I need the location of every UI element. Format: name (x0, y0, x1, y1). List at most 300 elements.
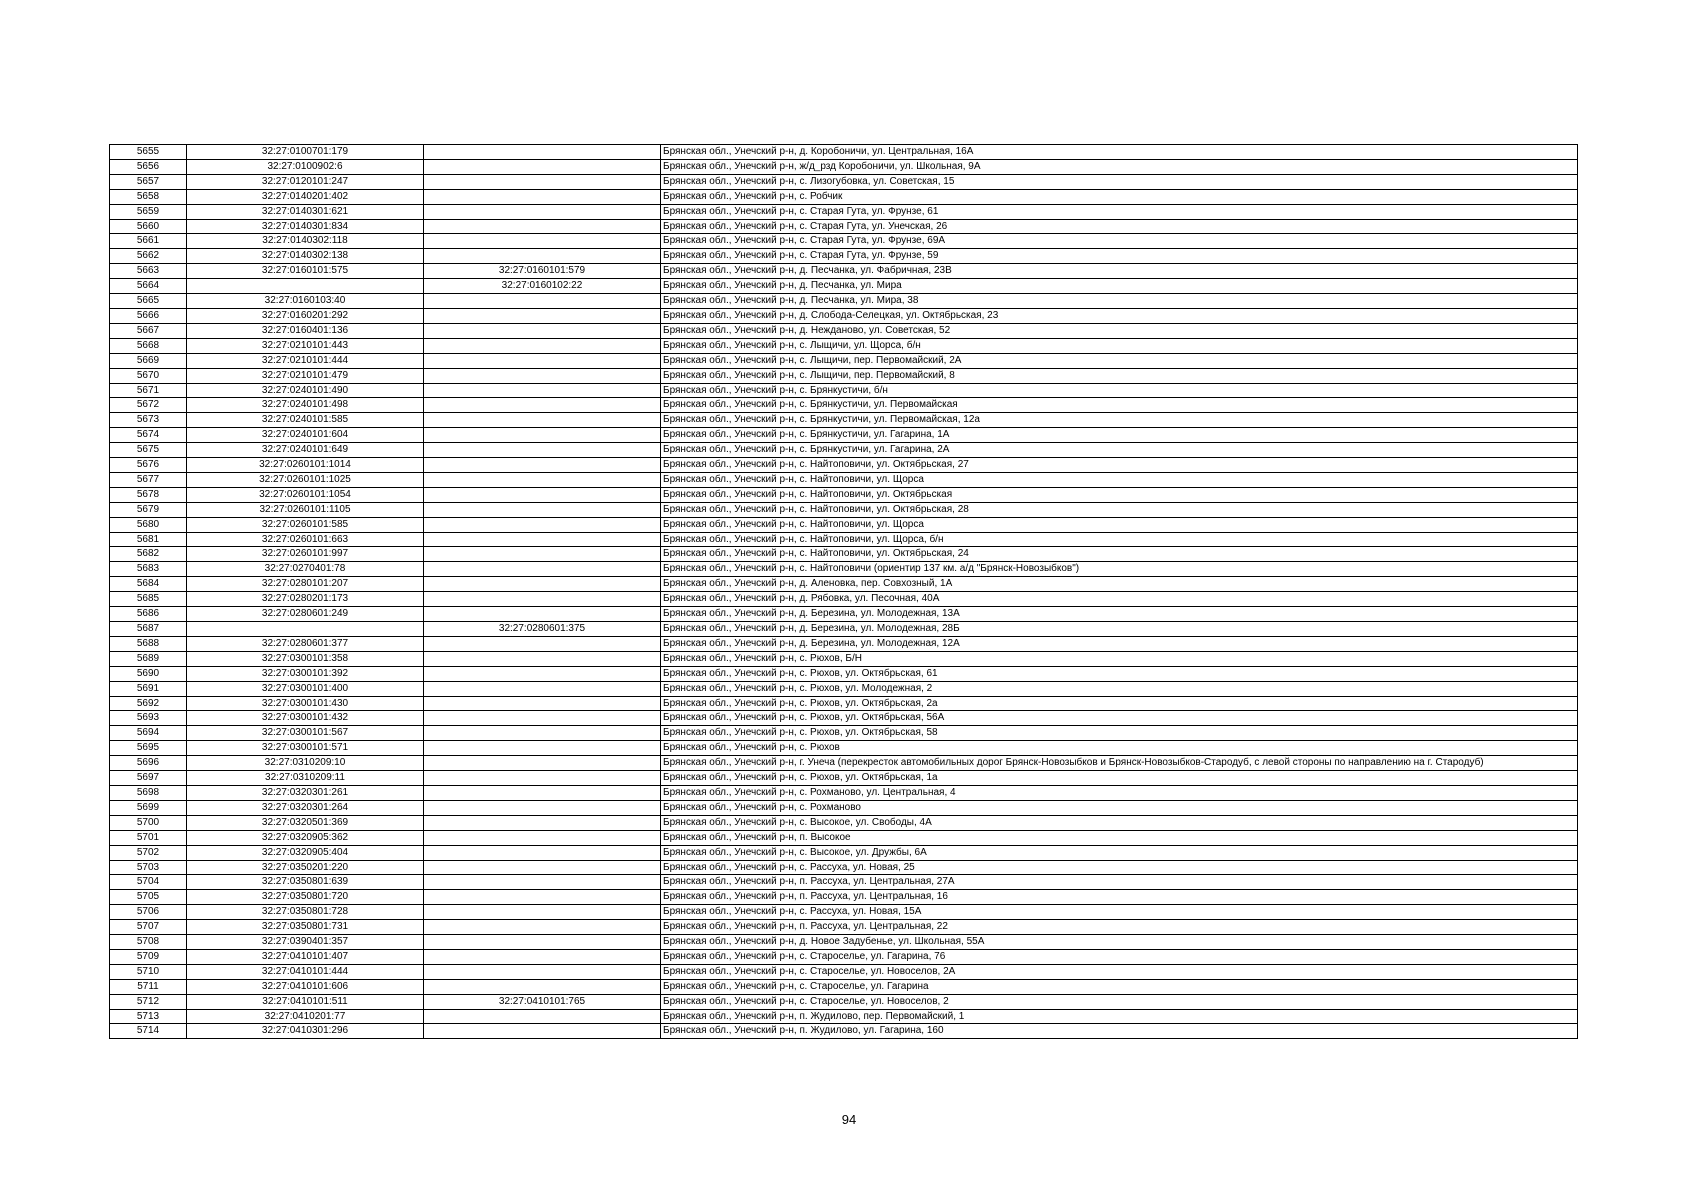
row-number-cell: 5675 (110, 443, 187, 458)
cadastral-number-cell: 32:27:0410101:511 (187, 994, 424, 1009)
address-cell: Брянская обл., Унечский р-н, п. Рассуха, ул. Центральная, 16 (661, 890, 1578, 905)
row-number-cell: 5683 (110, 562, 187, 577)
row-number-cell: 5703 (110, 860, 187, 875)
table-row (110, 681, 1578, 696)
related-cadastral-number-cell (424, 771, 661, 786)
table-row (110, 1024, 1578, 1039)
table-row (110, 264, 1578, 279)
table-row (110, 636, 1578, 651)
table-row (110, 666, 1578, 681)
row-number-cell: 5685 (110, 592, 187, 607)
table-row (110, 845, 1578, 860)
table-row (110, 308, 1578, 323)
related-cadastral-number-cell: 32:27:0280601:375 (424, 622, 661, 637)
address-cell: Брянская обл., Унечский р-н, с. Староселье, ул. Гагарина, 76 (661, 949, 1578, 964)
address-cell: Брянская обл., Унечский р-н, с. Лыщичи, пер. Первомайский, 2А (661, 353, 1578, 368)
address-cell: Брянская обл., Унечский р-н, с. Лыщичи, ул. Щорса, б/н (661, 338, 1578, 353)
address-cell: Брянская обл., Унечский р-н, с. Робчик (661, 189, 1578, 204)
address-cell: Брянская обл., Унечский р-н, с. Старая Гута, ул. Фрунзе, 59 (661, 249, 1578, 264)
table-row (110, 458, 1578, 473)
address-cell: Брянская обл., Унечский р-н, с. Брянкустичи, ул. Первомайская, 12а (661, 413, 1578, 428)
table-row (110, 368, 1578, 383)
address-cell: Брянская обл., Унечский р-н, с. Брянкустичи, ул. Гагарина, 1А (661, 428, 1578, 443)
table-row (110, 994, 1578, 1009)
address-cell: Брянская обл., Унечский р-н, с. Найтоповичи, ул. Октябрьская, 27 (661, 458, 1578, 473)
address-cell: Брянская обл., Унечский р-н, п. Рассуха, ул. Центральная, 22 (661, 920, 1578, 935)
row-number-cell: 5666 (110, 308, 187, 323)
cadastral-number-cell: 32:27:0350801:728 (187, 905, 424, 920)
address-cell: Брянская обл., Унечский р-н, д. Березина, ул. Молодежная, 28Б (661, 622, 1578, 637)
related-cadastral-number-cell (424, 726, 661, 741)
cadastral-number-cell: 32:27:0120101:247 (187, 174, 424, 189)
related-cadastral-number-cell (424, 383, 661, 398)
related-cadastral-number-cell (424, 636, 661, 651)
row-number-cell: 5695 (110, 741, 187, 756)
row-number-cell: 5707 (110, 920, 187, 935)
related-cadastral-number-cell (424, 547, 661, 562)
related-cadastral-number-cell (424, 756, 661, 771)
table-row (110, 353, 1578, 368)
address-cell: Брянская обл., Унечский р-н, с. Найтоповичи, ул. Октябрьская, 28 (661, 502, 1578, 517)
related-cadastral-number-cell (424, 607, 661, 622)
related-cadastral-number-cell (424, 711, 661, 726)
cadastral-number-cell: 32:27:0300101:430 (187, 696, 424, 711)
table-row (110, 860, 1578, 875)
related-cadastral-number-cell (424, 174, 661, 189)
row-number-cell: 5711 (110, 979, 187, 994)
cadastral-number-cell: 32:27:0320301:264 (187, 800, 424, 815)
table-row (110, 875, 1578, 890)
address-cell: Брянская обл., Унечский р-н, д. Песчанка, ул. Мира, 38 (661, 294, 1578, 309)
related-cadastral-number-cell (424, 785, 661, 800)
address-cell: Брянская обл., Унечский р-н, с. Найтоповичи, ул. Октябрьская, 24 (661, 547, 1578, 562)
row-number-cell: 5656 (110, 159, 187, 174)
cadastral-number-cell: 32:27:0310209:11 (187, 771, 424, 786)
cadastral-number-cell: 32:27:0410301:296 (187, 1024, 424, 1039)
address-cell: Брянская обл., Унечский р-н, с. Старая Гута, ул. Фрунзе, 69А (661, 234, 1578, 249)
row-number-cell: 5692 (110, 696, 187, 711)
related-cadastral-number-cell (424, 443, 661, 458)
related-cadastral-number-cell (424, 308, 661, 323)
row-number-cell: 5673 (110, 413, 187, 428)
cadastral-number-cell: 32:27:0410201:77 (187, 1009, 424, 1024)
address-cell: Брянская обл., Унечский р-н, д. Березина, ул. Молодежная, 12А (661, 636, 1578, 651)
related-cadastral-number-cell (424, 487, 661, 502)
cadastral-number-cell: 32:27:0210101:444 (187, 353, 424, 368)
related-cadastral-number-cell (424, 860, 661, 875)
related-cadastral-number-cell (424, 815, 661, 830)
cadastral-number-cell: 32:27:0410101:444 (187, 964, 424, 979)
cadastral-number-cell: 32:27:0260101:585 (187, 517, 424, 532)
row-number-cell: 5697 (110, 771, 187, 786)
row-number-cell: 5689 (110, 651, 187, 666)
related-cadastral-number-cell (424, 681, 661, 696)
row-number-cell: 5668 (110, 338, 187, 353)
table-row (110, 562, 1578, 577)
related-cadastral-number-cell (424, 741, 661, 756)
related-cadastral-number-cell (424, 577, 661, 592)
cadastral-number-cell: 32:27:0140201:402 (187, 189, 424, 204)
cadastral-number-cell: 32:27:0350801:731 (187, 920, 424, 935)
table-row (110, 964, 1578, 979)
row-number-cell: 5696 (110, 756, 187, 771)
row-number-cell: 5660 (110, 219, 187, 234)
table-row (110, 517, 1578, 532)
related-cadastral-number-cell (424, 890, 661, 905)
related-cadastral-number-cell (424, 145, 661, 160)
cadastral-number-cell: 32:27:0410101:606 (187, 979, 424, 994)
cadastral-number-cell: 32:27:0160101:575 (187, 264, 424, 279)
cadastral-number-cell: 32:27:0350801:639 (187, 875, 424, 890)
row-number-cell: 5701 (110, 830, 187, 845)
row-number-cell: 5659 (110, 204, 187, 219)
address-cell: Брянская обл., Унечский р-н, с. Брянкустичи, ул. Первомайская (661, 398, 1578, 413)
related-cadastral-number-cell (424, 338, 661, 353)
cadastral-number-cell: 32:27:0260101:997 (187, 547, 424, 562)
related-cadastral-number-cell (424, 249, 661, 264)
row-number-cell: 5665 (110, 294, 187, 309)
table-row (110, 622, 1578, 637)
records-table-body (110, 145, 1578, 1039)
address-cell: Брянская обл., Унечский р-н, с. Староселье, ул. Гагарина (661, 979, 1578, 994)
row-number-cell: 5714 (110, 1024, 187, 1039)
cadastral-number-cell: 32:27:0210101:443 (187, 338, 424, 353)
row-number-cell: 5686 (110, 607, 187, 622)
related-cadastral-number-cell (424, 234, 661, 249)
table-row (110, 472, 1578, 487)
related-cadastral-number-cell (424, 979, 661, 994)
related-cadastral-number-cell (424, 964, 661, 979)
table-row (110, 547, 1578, 562)
row-number-cell: 5708 (110, 935, 187, 950)
row-number-cell: 5674 (110, 428, 187, 443)
related-cadastral-number-cell (424, 949, 661, 964)
cadastral-number-cell: 32:27:0300101:571 (187, 741, 424, 756)
row-number-cell: 5677 (110, 472, 187, 487)
table-row (110, 726, 1578, 741)
cadastral-number-cell: 32:27:0260101:1105 (187, 502, 424, 517)
table-row (110, 279, 1578, 294)
table-row (110, 398, 1578, 413)
address-cell: Брянская обл., Унечский р-н, с. Брянкустичи, ул. Гагарина, 2А (661, 443, 1578, 458)
cadastral-number-cell: 32:27:0240101:490 (187, 383, 424, 398)
address-cell: Брянская обл., Унечский р-н, с. Рассуха, ул. Новая, 15А (661, 905, 1578, 920)
related-cadastral-number-cell (424, 353, 661, 368)
table-row (110, 189, 1578, 204)
table-row (110, 502, 1578, 517)
cadastral-number-cell: 32:27:0100902:6 (187, 159, 424, 174)
address-cell: Брянская обл., Унечский р-н, с. Староселье, ул. Новоселов, 2А (661, 964, 1578, 979)
row-number-cell: 5693 (110, 711, 187, 726)
related-cadastral-number-cell (424, 398, 661, 413)
cadastral-number-cell: 32:27:0300101:567 (187, 726, 424, 741)
table-row (110, 383, 1578, 398)
table-row (110, 905, 1578, 920)
cadastral-number-cell: 32:27:0320905:362 (187, 830, 424, 845)
address-cell: Брянская обл., Унечский р-н, с. Рюхов, ул. Октябрьская, 56А (661, 711, 1578, 726)
address-cell: Брянская обл., Унечский р-н, д. Коробоничи, ул. Центральная, 16А (661, 145, 1578, 160)
related-cadastral-number-cell (424, 368, 661, 383)
address-cell: Брянская обл., Унечский р-н, с. Рюхов, ул. Октябрьская, 2а (661, 696, 1578, 711)
cadastral-number-cell: 32:27:0300101:392 (187, 666, 424, 681)
related-cadastral-number-cell (424, 1024, 661, 1039)
table-row (110, 771, 1578, 786)
table-row (110, 532, 1578, 547)
table-row (110, 830, 1578, 845)
table-row (110, 323, 1578, 338)
related-cadastral-number-cell (424, 800, 661, 815)
related-cadastral-number-cell (424, 562, 661, 577)
address-cell: Брянская обл., Унечский р-н, с. Высокое, ул. Дружбы, 6А (661, 845, 1578, 860)
table-row (110, 577, 1578, 592)
table-row (110, 741, 1578, 756)
cadastral-number-cell: 32:27:0260101:1014 (187, 458, 424, 473)
address-cell: Брянская обл., Унечский р-н, п. Жудилово, пер. Первомайский, 1 (661, 1009, 1578, 1024)
address-cell: Брянская обл., Унечский р-н, с. Рохманово (661, 800, 1578, 815)
address-cell: Брянская обл., Унечский р-н, с. Рюхов, ул. Октябрьская, 1а (661, 771, 1578, 786)
row-number-cell: 5682 (110, 547, 187, 562)
cadastral-number-cell: 32:27:0280601:249 (187, 607, 424, 622)
address-cell: Брянская обл., Унечский р-н, д. Березина, ул. Молодежная, 13А (661, 607, 1578, 622)
related-cadastral-number-cell (424, 517, 661, 532)
table-row (110, 1009, 1578, 1024)
related-cadastral-number-cell (424, 905, 661, 920)
row-number-cell: 5676 (110, 458, 187, 473)
row-number-cell: 5657 (110, 174, 187, 189)
row-number-cell: 5662 (110, 249, 187, 264)
related-cadastral-number-cell: 32:27:0410101:765 (424, 994, 661, 1009)
row-number-cell: 5698 (110, 785, 187, 800)
address-cell: Брянская обл., Унечский р-н, с. Рюхов, ул. Молодежная, 2 (661, 681, 1578, 696)
table-row (110, 920, 1578, 935)
table-row (110, 800, 1578, 815)
address-cell: Брянская обл., Унечский р-н, с. Рохманово, ул. Центральная, 4 (661, 785, 1578, 800)
address-cell: Брянская обл., Унечский р-н, с. Рассуха, ул. Новая, 25 (661, 860, 1578, 875)
cadastral-number-cell: 32:27:0240101:604 (187, 428, 424, 443)
table-row (110, 174, 1578, 189)
table-row (110, 249, 1578, 264)
cadastral-number-cell: 32:27:0140301:621 (187, 204, 424, 219)
table-row (110, 815, 1578, 830)
row-number-cell: 5672 (110, 398, 187, 413)
cadastral-number-cell: 32:27:0240101:498 (187, 398, 424, 413)
address-cell: Брянская обл., Унечский р-н, с. Рюхов, ул. Октябрьская, 61 (661, 666, 1578, 681)
row-number-cell: 5684 (110, 577, 187, 592)
row-number-cell: 5655 (110, 145, 187, 160)
table-row (110, 890, 1578, 905)
row-number-cell: 5702 (110, 845, 187, 860)
table-row (110, 935, 1578, 950)
cadastral-number-cell: 32:27:0390401:357 (187, 935, 424, 950)
cadastral-number-cell (187, 622, 424, 637)
related-cadastral-number-cell (424, 458, 661, 473)
address-cell: Брянская обл., Унечский р-н, с. Найтоповичи, ул. Щорса, б/н (661, 532, 1578, 547)
cadastral-number-cell: 32:27:0140301:834 (187, 219, 424, 234)
cadastral-number-cell: 32:27:0310209:10 (187, 756, 424, 771)
related-cadastral-number-cell (424, 920, 661, 935)
cadastral-number-cell: 32:27:0320301:261 (187, 785, 424, 800)
row-number-cell: 5679 (110, 502, 187, 517)
related-cadastral-number-cell: 32:27:0160101:579 (424, 264, 661, 279)
table-row (110, 756, 1578, 771)
cadastral-number-cell: 32:27:0140302:118 (187, 234, 424, 249)
address-cell: Брянская обл., Унечский р-н, с. Старая Гута, ул. Фрунзе, 61 (661, 204, 1578, 219)
address-cell: Брянская обл., Унечский р-н, с. Высокое, ул. Свободы, 4А (661, 815, 1578, 830)
row-number-cell: 5694 (110, 726, 187, 741)
page-number: 94 (841, 1112, 857, 1127)
address-cell: Брянская обл., Унечский р-н, д. Песчанка, ул. Мира (661, 279, 1578, 294)
related-cadastral-number-cell (424, 845, 661, 860)
table-row (110, 145, 1578, 160)
row-number-cell: 5713 (110, 1009, 187, 1024)
address-cell: Брянская обл., Унечский р-н, г. Унеча (перекресток автомобильных дорог Брянск-Новозыбков и Брянск-Новозыбков-Стародуб, с левой стороны по направлению на г. Стародуб) (661, 756, 1578, 771)
related-cadastral-number-cell (424, 189, 661, 204)
table-row (110, 219, 1578, 234)
cadastral-number-cell: 32:27:0300101:358 (187, 651, 424, 666)
cadastral-number-cell: 32:27:0160103:40 (187, 294, 424, 309)
address-cell: Брянская обл., Унечский р-н, с. Староселье, ул. Новоселов, 2 (661, 994, 1578, 1009)
cadastral-number-cell: 32:27:0240101:649 (187, 443, 424, 458)
address-cell: Брянская обл., Унечский р-н, п. Высокое (661, 830, 1578, 845)
row-number-cell: 5704 (110, 875, 187, 890)
cadastral-number-cell: 32:27:0280201:173 (187, 592, 424, 607)
related-cadastral-number-cell (424, 428, 661, 443)
related-cadastral-number-cell (424, 159, 661, 174)
cadastral-number-cell: 32:27:0280101:207 (187, 577, 424, 592)
address-cell: Брянская обл., Унечский р-н, д. Слобода-Селецкая, ул. Октябрьская, 23 (661, 308, 1578, 323)
related-cadastral-number-cell (424, 696, 661, 711)
related-cadastral-number-cell (424, 651, 661, 666)
table-row (110, 204, 1578, 219)
cadastral-number-cell: 32:27:0350801:720 (187, 890, 424, 905)
table-row (110, 294, 1578, 309)
row-number-cell: 5678 (110, 487, 187, 502)
row-number-cell: 5705 (110, 890, 187, 905)
related-cadastral-number-cell (424, 1009, 661, 1024)
address-cell: Брянская обл., Унечский р-н, с. Лыщичи, пер. Первомайский, 8 (661, 368, 1578, 383)
cadastral-number-cell: 32:27:0270401:78 (187, 562, 424, 577)
related-cadastral-number-cell (424, 204, 661, 219)
related-cadastral-number-cell (424, 666, 661, 681)
table-row (110, 785, 1578, 800)
table-row (110, 159, 1578, 174)
cadastral-number-cell: 32:27:0260101:663 (187, 532, 424, 547)
cadastral-number-cell: 32:27:0280601:377 (187, 636, 424, 651)
address-cell: Брянская обл., Унечский р-н, д. Новое Задубенье, ул. Школьная, 55А (661, 935, 1578, 950)
cadastral-number-cell: 32:27:0140302:138 (187, 249, 424, 264)
row-number-cell: 5691 (110, 681, 187, 696)
table-row (110, 428, 1578, 443)
related-cadastral-number-cell: 32:27:0160102:22 (424, 279, 661, 294)
address-cell: Брянская обл., Унечский р-н, д. Рябовка, ул. Песочная, 40А (661, 592, 1578, 607)
table-row (110, 979, 1578, 994)
related-cadastral-number-cell (424, 532, 661, 547)
table-row (110, 592, 1578, 607)
address-cell: Брянская обл., Унечский р-н, с. Найтоповичи, ул. Щорса (661, 472, 1578, 487)
cadastral-number-cell: 32:27:0320905:404 (187, 845, 424, 860)
records-table (109, 144, 1578, 1039)
row-number-cell: 5681 (110, 532, 187, 547)
cadastral-number-cell: 32:27:0240101:585 (187, 413, 424, 428)
table-row (110, 413, 1578, 428)
address-cell: Брянская обл., Унечский р-н, д. Аленовка, пер. Совхозный, 1А (661, 577, 1578, 592)
row-number-cell: 5700 (110, 815, 187, 830)
cadastral-number-cell: 32:27:0350201:220 (187, 860, 424, 875)
table-row (110, 338, 1578, 353)
related-cadastral-number-cell (424, 219, 661, 234)
row-number-cell: 5710 (110, 964, 187, 979)
address-cell: Брянская обл., Унечский р-н, с. Найтоповичи (ориентир 137 км. а/д "Брянск-Новозыбков") (661, 562, 1578, 577)
row-number-cell: 5663 (110, 264, 187, 279)
row-number-cell: 5658 (110, 189, 187, 204)
table-row (110, 711, 1578, 726)
cadastral-number-cell: 32:27:0160201:292 (187, 308, 424, 323)
address-cell: Брянская обл., Унечский р-н, ж/д_рзд Коробоничи, ул. Школьная, 9А (661, 159, 1578, 174)
cadastral-number-cell: 32:27:0160401:136 (187, 323, 424, 338)
cadastral-number-cell: 32:27:0100701:179 (187, 145, 424, 160)
address-cell: Брянская обл., Унечский р-н, с. Лизогубовка, ул. Советская, 15 (661, 174, 1578, 189)
row-number-cell: 5690 (110, 666, 187, 681)
address-cell: Брянская обл., Унечский р-н, д. Нежданово, ул. Советская, 52 (661, 323, 1578, 338)
cadastral-number-cell: 32:27:0300101:400 (187, 681, 424, 696)
cadastral-number-cell: 32:27:0320501:369 (187, 815, 424, 830)
related-cadastral-number-cell (424, 413, 661, 428)
table-row (110, 651, 1578, 666)
related-cadastral-number-cell (424, 592, 661, 607)
row-number-cell: 5664 (110, 279, 187, 294)
row-number-cell: 5667 (110, 323, 187, 338)
table-row (110, 443, 1578, 458)
address-cell: Брянская обл., Унечский р-н, с. Старая Гута, ул. Унечская, 26 (661, 219, 1578, 234)
row-number-cell: 5670 (110, 368, 187, 383)
related-cadastral-number-cell (424, 323, 661, 338)
related-cadastral-number-cell (424, 294, 661, 309)
row-number-cell: 5709 (110, 949, 187, 964)
row-number-cell: 5671 (110, 383, 187, 398)
address-cell: Брянская обл., Унечский р-н, с. Рюхов, Б/Н (661, 651, 1578, 666)
table-row (110, 949, 1578, 964)
related-cadastral-number-cell (424, 502, 661, 517)
cadastral-number-cell (187, 279, 424, 294)
table-row (110, 487, 1578, 502)
address-cell: Брянская обл., Унечский р-н, с. Брянкустичи, б/н (661, 383, 1578, 398)
related-cadastral-number-cell (424, 830, 661, 845)
related-cadastral-number-cell (424, 472, 661, 487)
table-row (110, 696, 1578, 711)
related-cadastral-number-cell (424, 935, 661, 950)
address-cell: Брянская обл., Унечский р-н, д. Песчанка, ул. Фабричная, 23В (661, 264, 1578, 279)
cadastral-number-cell: 32:27:0300101:432 (187, 711, 424, 726)
row-number-cell: 5712 (110, 994, 187, 1009)
row-number-cell: 5706 (110, 905, 187, 920)
related-cadastral-number-cell (424, 875, 661, 890)
address-cell: Брянская обл., Унечский р-н, с. Найтоповичи, ул. Щорса (661, 517, 1578, 532)
address-cell: Брянская обл., Унечский р-н, с. Найтоповичи, ул. Октябрьская (661, 487, 1578, 502)
address-cell: Брянская обл., Унечский р-н, с. Рюхов, ул. Октябрьская, 58 (661, 726, 1578, 741)
row-number-cell: 5699 (110, 800, 187, 815)
row-number-cell: 5669 (110, 353, 187, 368)
row-number-cell: 5688 (110, 636, 187, 651)
row-number-cell: 5687 (110, 622, 187, 637)
row-number-cell: 5661 (110, 234, 187, 249)
address-cell: Брянская обл., Унечский р-н, п. Жудилово, ул. Гагарина, 160 (661, 1024, 1578, 1039)
row-number-cell: 5680 (110, 517, 187, 532)
cadastral-number-cell: 32:27:0410101:407 (187, 949, 424, 964)
cadastral-number-cell: 32:27:0210101:479 (187, 368, 424, 383)
table-row (110, 607, 1578, 622)
table-row (110, 234, 1578, 249)
address-cell: Брянская обл., Унечский р-н, с. Рюхов (661, 741, 1578, 756)
